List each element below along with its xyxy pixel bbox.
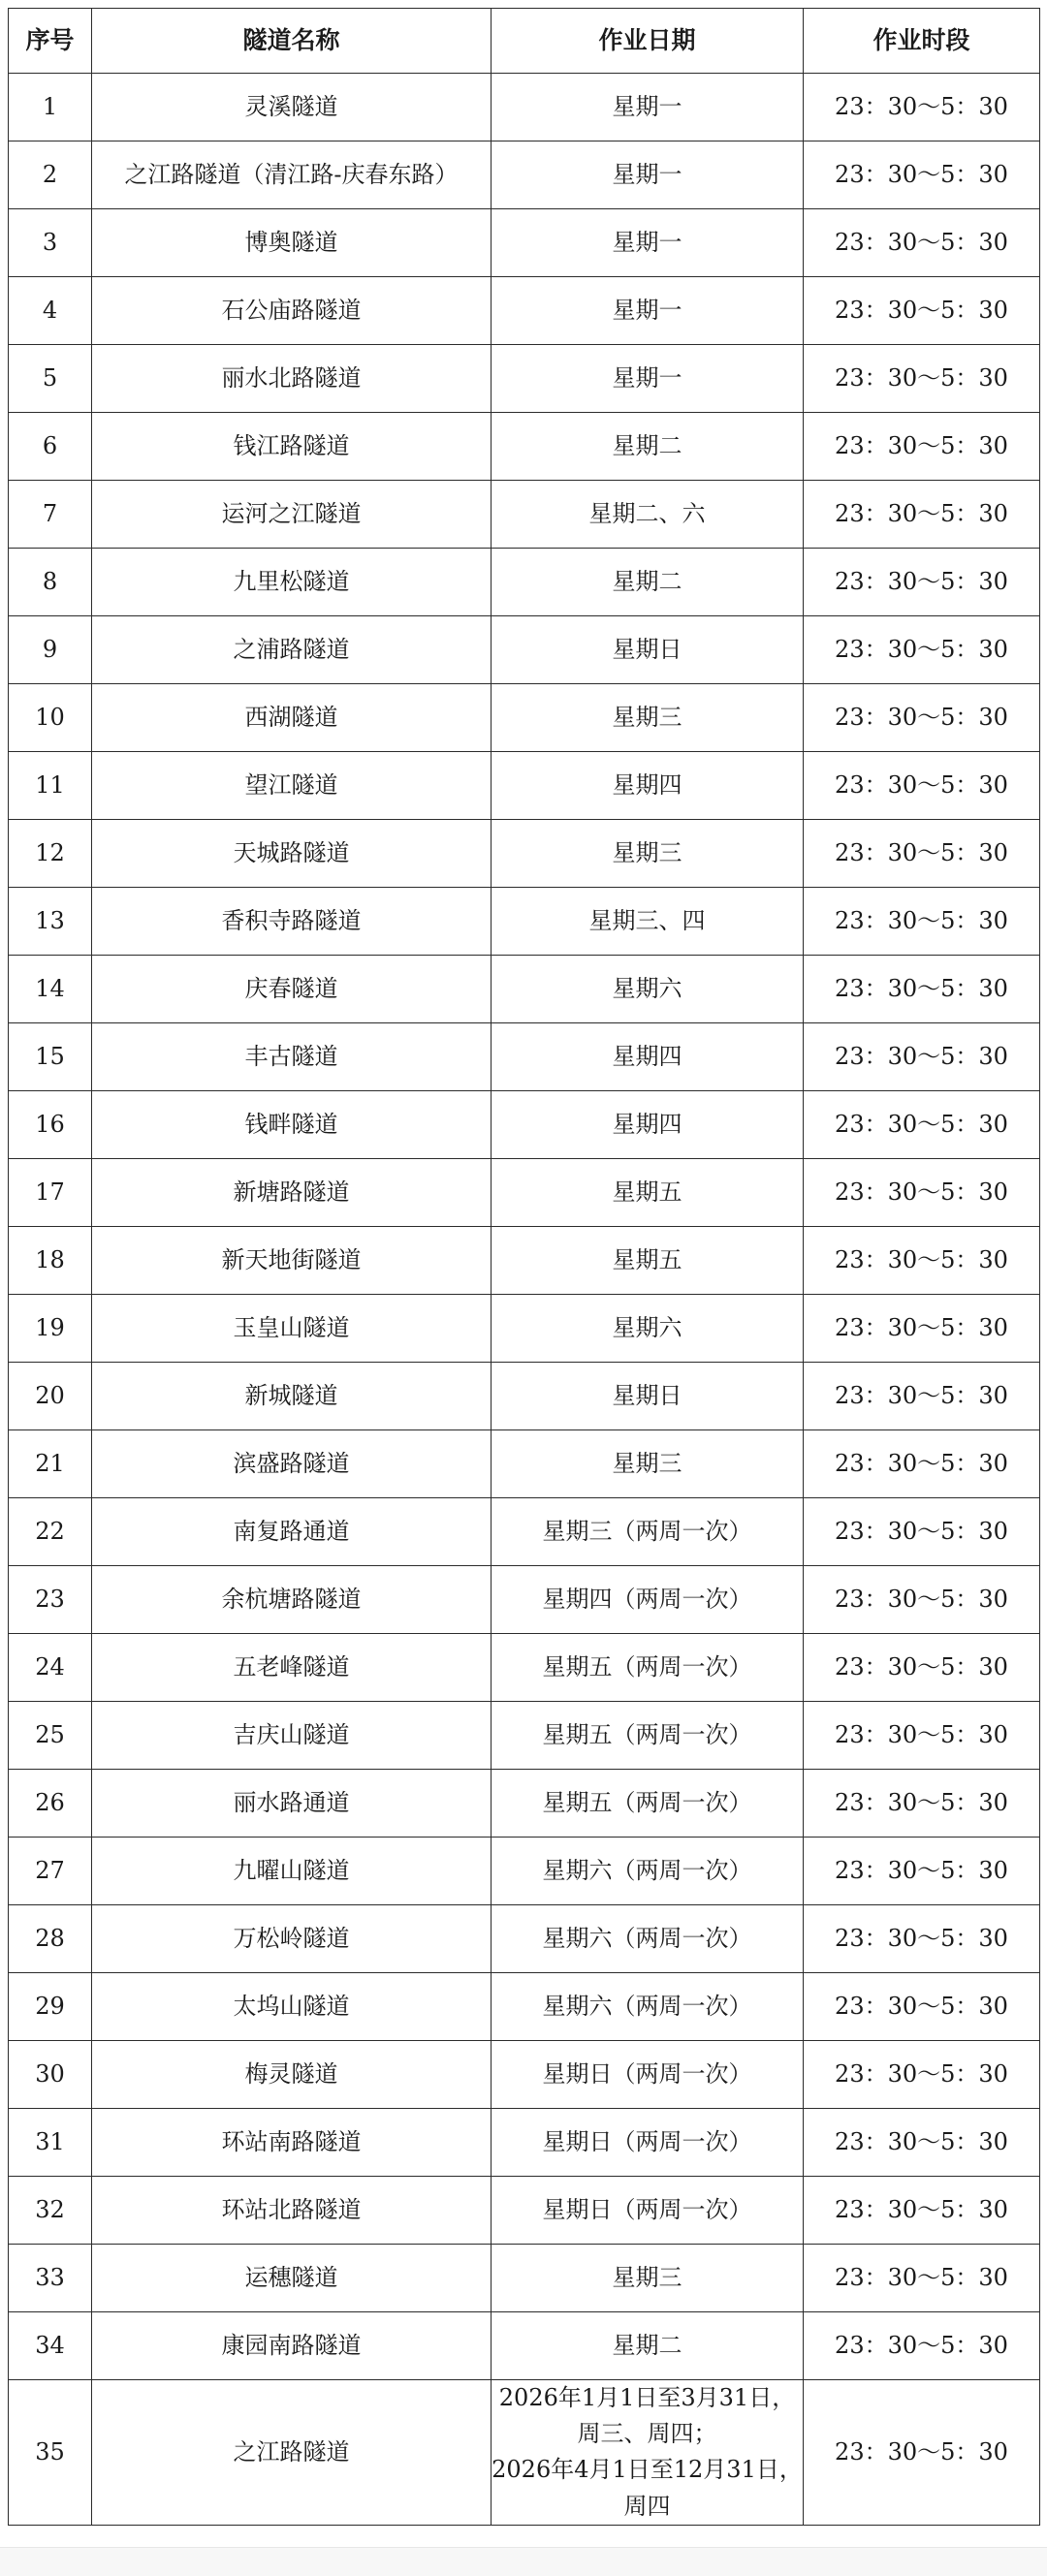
cell-work-date: 星期六（两周一次） [492,1905,804,1973]
cell-work-date: 星期二 [492,413,804,481]
cell-tunnel-name: 新塘路隧道 [92,1159,492,1227]
table-row [9,1905,1040,1973]
cell-work-period: 23：30～5：30 [804,2041,1040,2109]
work-date-line: 周三、周四； [577,2420,717,2448]
cell-serial-number: 25 [9,1702,92,1770]
cell-serial-number: 34 [9,2312,92,2380]
cell-serial-number: 15 [9,1023,92,1091]
table-row [9,1566,1040,1634]
cell-work-period: 23：30～5：30 [804,141,1040,209]
cell-tunnel-name: 钱畔隧道 [92,1091,492,1159]
cell-work-date: 星期六 [492,956,804,1023]
work-date-line: 2026年1月1日至3月31日， [498,2384,796,2411]
cell-serial-number: 24 [9,1634,92,1702]
table-row [9,888,1040,956]
cell-work-period: 23：30～5：30 [804,2312,1040,2380]
cell-work-date: 星期三 [492,684,804,752]
header-row [9,9,1040,74]
cell-work-period: 23：30～5：30 [804,684,1040,752]
cell-tunnel-name: 望江隧道 [92,752,492,820]
cell-serial-number: 1 [9,74,92,141]
table-row [9,1770,1040,1838]
cell-tunnel-name: 康园南路隧道 [92,2312,492,2380]
cell-serial-number: 27 [9,1838,92,1905]
table-row [9,413,1040,481]
cell-work-date: 星期日 [492,1363,804,1430]
cell-serial-number: 7 [9,481,92,549]
cell-work-period: 23：30～5：30 [804,413,1040,481]
cell-work-period: 23：30～5：30 [804,2245,1040,2312]
cell-work-period: 23：30～5：30 [804,1838,1040,1905]
cell-work-date [492,2380,804,2526]
table-row [9,1973,1040,2041]
cell-work-date: 星期一 [492,209,804,277]
cell-serial-number: 33 [9,2245,92,2312]
cell-serial-number: 26 [9,1770,92,1838]
work-date-line: 2026年4月1日至12月31日， [492,2456,803,2484]
table-row [9,2380,1040,2526]
cell-work-date: 星期五（两周一次） [492,1634,804,1702]
cell-serial-number: 30 [9,2041,92,2109]
cell-work-period: 23：30～5：30 [804,820,1040,888]
cell-serial-number: 8 [9,549,92,616]
table-row [9,1363,1040,1430]
table-row [9,1702,1040,1770]
cell-work-date: 星期日 [492,616,804,684]
cell-work-period: 23：30～5：30 [804,481,1040,549]
cell-work-period: 23：30～5：30 [804,345,1040,413]
cell-work-date: 星期一 [492,141,804,209]
cell-work-date: 星期五（两周一次） [492,1770,804,1838]
cell-work-date: 星期三 [492,2245,804,2312]
cell-tunnel-name: 五老峰隧道 [92,1634,492,1702]
cell-serial-number: 29 [9,1973,92,2041]
cell-tunnel-name: 梅灵隧道 [92,2041,492,2109]
table-row [9,141,1040,209]
cell-work-period: 23：30～5：30 [804,74,1040,141]
header-work-period: 作业时段 [804,9,1040,74]
cell-serial-number: 14 [9,956,92,1023]
cell-work-date: 星期二 [492,549,804,616]
table-row [9,1159,1040,1227]
cell-tunnel-name: 运穗隧道 [92,2245,492,2312]
header-serial-number: 序号 [9,9,92,74]
table-row [9,956,1040,1023]
cell-tunnel-name: 庆春隧道 [92,956,492,1023]
cell-work-period: 23：30～5：30 [804,1091,1040,1159]
cell-work-period: 23：30～5：30 [804,1905,1040,1973]
cell-work-date: 星期三 [492,820,804,888]
cell-work-date: 星期一 [492,345,804,413]
cell-serial-number: 16 [9,1091,92,1159]
cell-work-date: 星期三（两周一次） [492,1498,804,1566]
page-bottom-edge [0,2547,1047,2576]
cell-tunnel-name: 万松岭隧道 [92,1905,492,1973]
cell-work-date: 星期四 [492,1023,804,1091]
cell-work-date: 星期四 [492,752,804,820]
header-work-date: 作业日期 [492,9,804,74]
cell-tunnel-name: 之浦路隧道 [92,616,492,684]
cell-serial-number: 35 [9,2380,92,2526]
cell-serial-number: 22 [9,1498,92,1566]
table-header [9,9,1040,74]
cell-tunnel-name: 运河之江隧道 [92,481,492,549]
table-row [9,209,1040,277]
table-row [9,74,1040,141]
cell-work-period: 23：30～5：30 [804,2109,1040,2177]
table-row [9,1023,1040,1091]
table-row [9,549,1040,616]
cell-serial-number: 31 [9,2109,92,2177]
cell-tunnel-name: 环站南路隧道 [92,2109,492,2177]
cell-tunnel-name: 天城路隧道 [92,820,492,888]
work-date-line: 周四 [623,2492,671,2520]
header-tunnel-name: 隧道名称 [92,9,492,74]
cell-work-period: 23：30～5：30 [804,956,1040,1023]
cell-tunnel-name: 西湖隧道 [92,684,492,752]
cell-serial-number: 32 [9,2177,92,2245]
cell-tunnel-name: 九曜山隧道 [92,1838,492,1905]
table-row [9,684,1040,752]
cell-work-date: 星期六（两周一次） [492,1973,804,2041]
cell-work-period: 23：30～5：30 [804,1430,1040,1498]
cell-serial-number: 12 [9,820,92,888]
cell-tunnel-name: 滨盛路隧道 [92,1430,492,1498]
table-row [9,2312,1040,2380]
cell-tunnel-name: 环站北路隧道 [92,2177,492,2245]
cell-work-period: 23：30～5：30 [804,1566,1040,1634]
cell-tunnel-name: 灵溪隧道 [92,74,492,141]
cell-tunnel-name: 丰古隧道 [92,1023,492,1091]
cell-work-date: 星期一 [492,74,804,141]
cell-work-date: 星期四（两周一次） [492,1566,804,1634]
cell-work-date: 星期六（两周一次） [492,1838,804,1905]
table-body [9,74,1040,2526]
table-row [9,2109,1040,2177]
cell-work-period: 23：30～5：30 [804,1295,1040,1363]
cell-work-period: 23：30～5：30 [804,2380,1040,2526]
cell-work-date: 星期四 [492,1091,804,1159]
cell-work-date: 星期五 [492,1227,804,1295]
cell-work-date: 星期五（两周一次） [492,1702,804,1770]
cell-work-date: 星期日（两周一次） [492,2177,804,2245]
cell-work-date: 星期二、六 [492,481,804,549]
cell-serial-number: 4 [9,277,92,345]
cell-work-period: 23：30～5：30 [804,277,1040,345]
cell-serial-number: 6 [9,413,92,481]
cell-tunnel-name: 新天地街隧道 [92,1227,492,1295]
cell-tunnel-name: 之江路隧道 [92,2380,492,2526]
cell-serial-number: 23 [9,1566,92,1634]
table-row [9,1838,1040,1905]
tunnel-maintenance-schedule-table [8,8,1040,2526]
cell-tunnel-name: 余杭塘路隧道 [92,1566,492,1634]
cell-serial-number: 2 [9,141,92,209]
table-row [9,1634,1040,1702]
cell-serial-number: 21 [9,1430,92,1498]
cell-tunnel-name: 之江路隧道（清江路-庆春东路） [92,141,492,209]
cell-tunnel-name: 九里松隧道 [92,549,492,616]
cell-work-period: 23：30～5：30 [804,1363,1040,1430]
cell-work-date: 星期六 [492,1295,804,1363]
table-row [9,1498,1040,1566]
cell-work-date: 星期日（两周一次） [492,2041,804,2109]
cell-serial-number: 13 [9,888,92,956]
table-row [9,277,1040,345]
table-row [9,820,1040,888]
cell-work-date: 星期三 [492,1430,804,1498]
cell-work-period: 23：30～5：30 [804,1159,1040,1227]
cell-tunnel-name: 石公庙路隧道 [92,277,492,345]
cell-work-date: 星期二 [492,2312,804,2380]
cell-work-period: 23：30～5：30 [804,1023,1040,1091]
cell-serial-number: 17 [9,1159,92,1227]
table-row [9,1295,1040,1363]
cell-tunnel-name: 丽水北路隧道 [92,345,492,413]
cell-tunnel-name: 太坞山隧道 [92,1973,492,2041]
cell-work-period: 23：30～5：30 [804,209,1040,277]
cell-work-period: 23：30～5：30 [804,1227,1040,1295]
cell-work-date: 星期三、四 [492,888,804,956]
cell-tunnel-name: 南复路通道 [92,1498,492,1566]
cell-work-period: 23：30～5：30 [804,616,1040,684]
cell-tunnel-name: 丽水路通道 [92,1770,492,1838]
cell-serial-number: 9 [9,616,92,684]
cell-work-date: 星期日（两周一次） [492,2109,804,2177]
cell-work-period: 23：30～5：30 [804,1498,1040,1566]
table-row [9,616,1040,684]
cell-serial-number: 19 [9,1295,92,1363]
cell-tunnel-name: 香积寺路隧道 [92,888,492,956]
table-row [9,481,1040,549]
cell-work-period: 23：30～5：30 [804,888,1040,956]
cell-serial-number: 11 [9,752,92,820]
cell-serial-number: 28 [9,1905,92,1973]
cell-serial-number: 5 [9,345,92,413]
cell-tunnel-name: 博奥隧道 [92,209,492,277]
table-row [9,1091,1040,1159]
cell-work-period: 23：30～5：30 [804,752,1040,820]
cell-tunnel-name: 玉皇山隧道 [92,1295,492,1363]
table-row [9,752,1040,820]
cell-serial-number: 3 [9,209,92,277]
cell-serial-number: 18 [9,1227,92,1295]
cell-work-period: 23：30～5：30 [804,2177,1040,2245]
cell-tunnel-name: 新城隧道 [92,1363,492,1430]
cell-work-date: 星期五 [492,1159,804,1227]
cell-serial-number: 10 [9,684,92,752]
table-row [9,2245,1040,2312]
cell-work-date: 星期一 [492,277,804,345]
cell-work-period: 23：30～5：30 [804,1702,1040,1770]
cell-tunnel-name: 钱江路隧道 [92,413,492,481]
table-row [9,345,1040,413]
table-row [9,2041,1040,2109]
table-row [9,2177,1040,2245]
table-row [9,1430,1040,1498]
cell-work-period: 23：30～5：30 [804,549,1040,616]
cell-serial-number: 20 [9,1363,92,1430]
table-row [9,1227,1040,1295]
cell-work-period: 23：30～5：30 [804,1634,1040,1702]
cell-work-period: 23：30～5：30 [804,1770,1040,1838]
cell-work-period: 23：30～5：30 [804,1973,1040,2041]
cell-tunnel-name: 吉庆山隧道 [92,1702,492,1770]
